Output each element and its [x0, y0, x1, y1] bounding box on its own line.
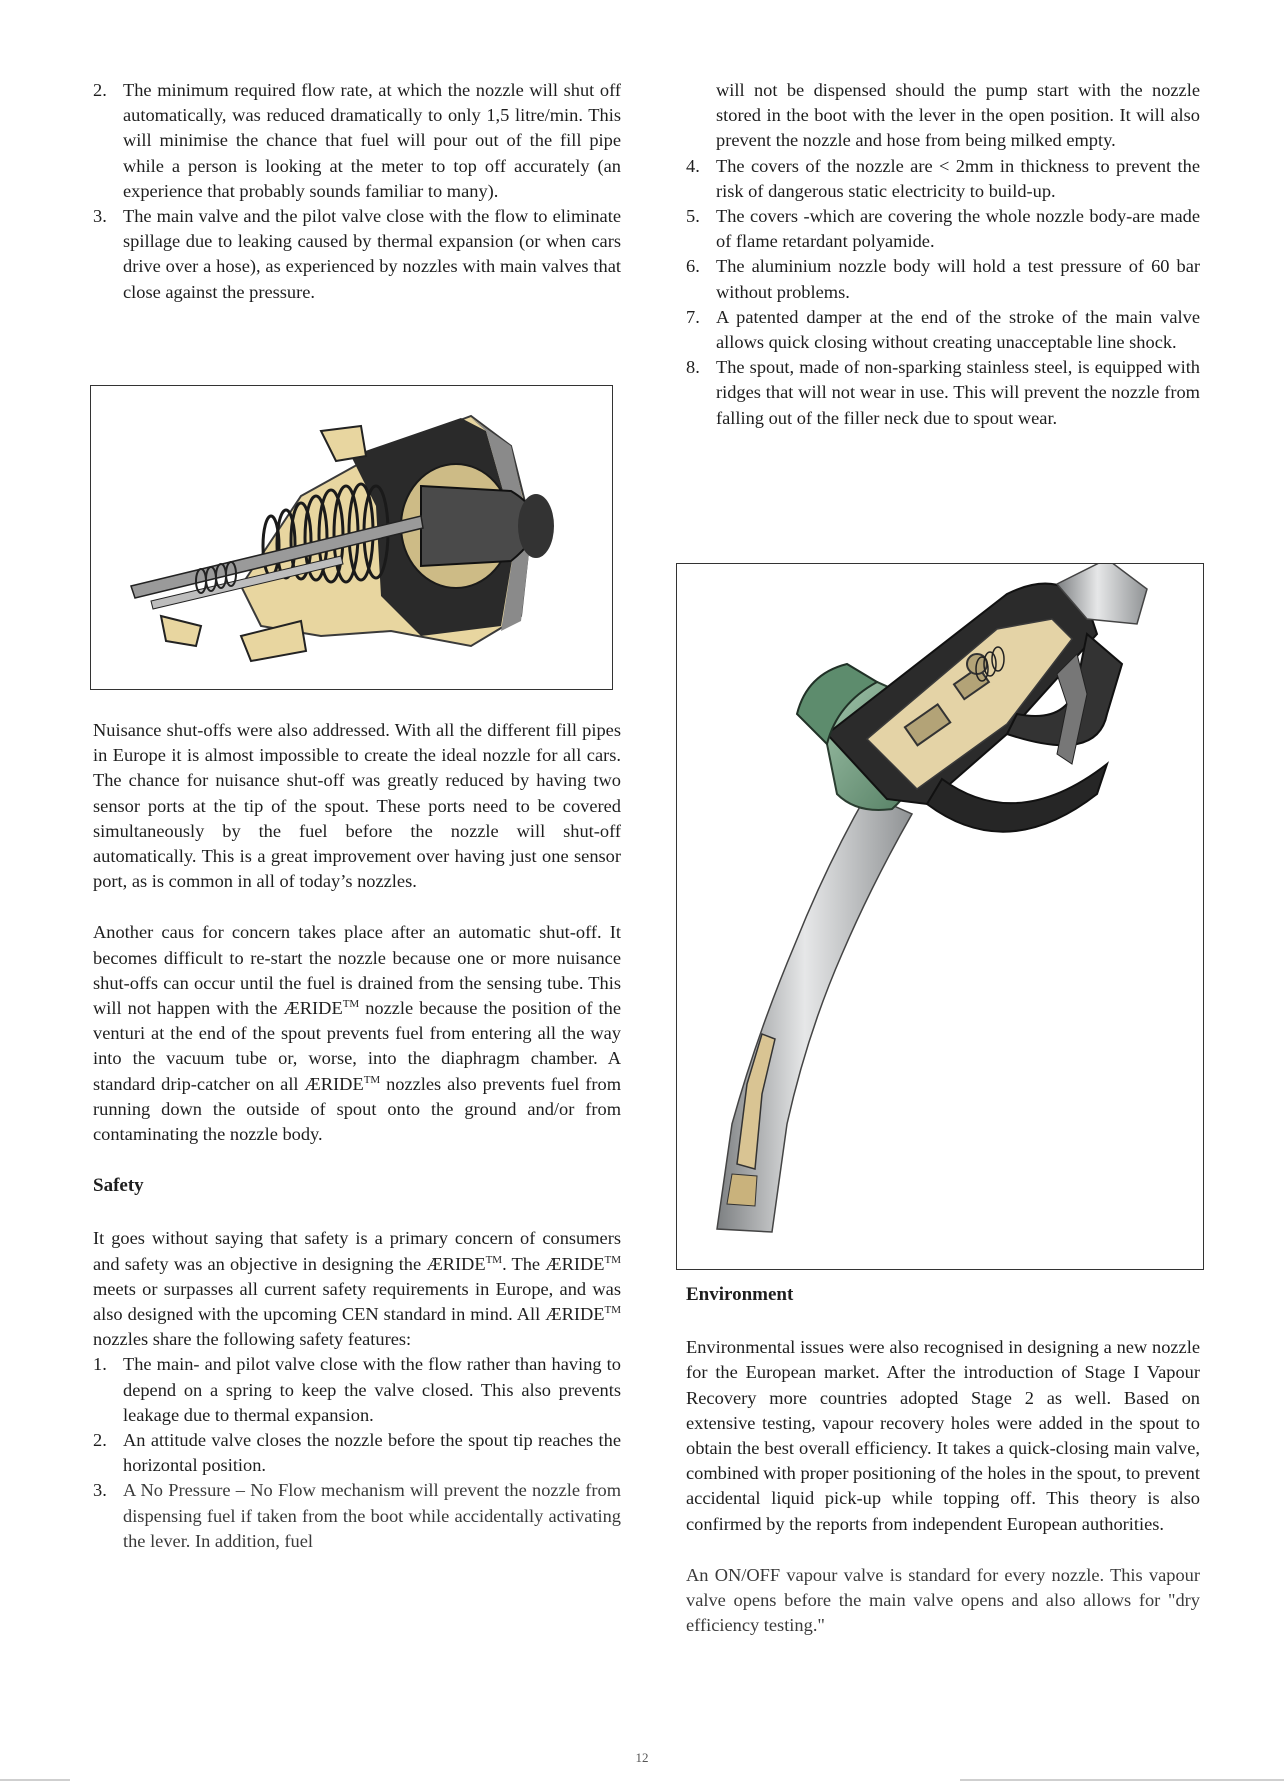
left-column-lower — [93, 718, 621, 1554]
page-number: 12 — [635, 1750, 649, 1765]
safety-feature-list — [93, 1352, 621, 1554]
list-item-text: The covers -which are covering the whole nozzle body-are made of flame retardant polyamide. — [716, 206, 1200, 252]
list-item-text: The main- and pilot valve close with the flow rather than having to depend on a spring to keep the valve closed. This also prevents leakage due to thermal expansion. — [123, 1354, 621, 1425]
feature-list-left — [93, 78, 621, 305]
list-item-text: The aluminium nozzle body will hold a test pressure of 60 bar without problems. — [716, 256, 1200, 302]
list-item-text: The main valve and the pilot valve close with the flow to eliminate spillage due to leaking caused by thermal expansion (or when cars drive over a hose), as experienced by nozzles with main valves that close against the pressure. — [123, 206, 621, 302]
valve-cutaway-figure — [90, 385, 613, 690]
list-item: 2. An attitude valve closes the nozzle before the spout tip reaches the horizontal position. — [93, 1430, 621, 1476]
list-item-text: The minimum required flow rate, at which the nozzle will shut off automatically, was reduced dramatically to only 1,5 litre/min. This will minimise the chance that fuel will pour out of the fill pipe while a person is looking at the meter to top off accurately (an experience that probably sounds familiar to many). — [123, 80, 621, 201]
nozzle-figure — [676, 563, 1204, 1270]
left-column-top — [93, 78, 621, 305]
feature-list-right — [686, 154, 1200, 431]
paragraph-vapour-valve: An ON/OFF vapour valve is standard for every nozzle. This vapour valve opens before the main valve opens and also allows for "dry efficiency testing." — [686, 1564, 1200, 1636]
list-item: 8. The spout, made of non-sparking stainless steel, is equipped with ridges that will not wear in use. This will prevent the nozzle from falling out of the filler neck due to spout wear. — [686, 357, 1200, 428]
paragraph-continuation: will not be dispensed should the pump start with the nozzle stored in the boot with the lever in the open position. It will also prevent the nozzle and hose from being milked empty. — [716, 80, 1200, 151]
list-item-text: A No Pressure – No Flow mechanism will prevent the nozzle from dispensing fuel if taken from the boot while accidentally activating the lever. In addition, fuel — [123, 1480, 621, 1551]
list-item-text: A patented damper at the end of the stroke of the main valve allows quick closing without creating unacceptable line shock. — [716, 306, 1200, 353]
fuel-nozzle-illustration — [677, 564, 1203, 1269]
list-item: 6. The aluminium nozzle body will hold a test pressure of 60 bar without problems. — [686, 256, 1200, 302]
paragraph-nuisance: Nuisance shut-offs were also addressed. With all the different fill pipes in Europe it is almost impossible to create the ideal nozzle for all cars. The chance for nuisance shut-off was greatly reduced by having two sensor ports at the tip of the spout. These ports need to be covered simultaneously by the fuel before the nozzle will shut-off automatically. This is a great improvement over having just one sensor port, as is common in all of today’s nozzles. — [93, 720, 621, 892]
list-item: 1. The main- and pilot valve close with the flow rather than having to depend on a spring to keep the valve closed. This also prevents leakage due to thermal expansion. — [93, 1354, 621, 1425]
list-item-text: The covers of the nozzle are < 2mm in thickness to prevent the risk of dangerous static electricity to build-up. — [716, 155, 1200, 201]
list-item-text: An attitude valve closes the nozzle before the spout tip reaches the horizontal position. — [123, 1430, 621, 1476]
environment-heading: Environment — [686, 1284, 794, 1305]
paragraph-safety: It goes without saying that safety is a primary concern of consumers and safety was an objective in designing the ÆRIDE™. The ÆRIDE™ meets or surpasses all current safety requirements in Europe, and was also designed with the upcoming CEN standard in mind. All ÆRIDE™ nozzles share the following safety features: — [93, 1228, 621, 1350]
list-item: 2. The minimum required flow rate, at which the nozzle will shut off automatically, was reduced dramatically to only 1,5 litre/min. This will minimise the chance that fuel will pour out of the fill pipe while a person is looking at the meter to top off accurately (an experience that probably sounds familiar to many). — [93, 80, 621, 201]
list-item: 7. A patented damper at the end of the stroke of the main valve allows quick closing without creating unacceptable line shock. — [686, 306, 1200, 353]
right-column-lower — [686, 1282, 1200, 1664]
paragraph-restart: Another caus for concern takes place after an automatic shut-off. It becomes difficult to re-start the nozzle because one or more nuisance shut-offs can occur until the fuel is drained from the sensing tube. This will not happen with the ÆRIDE™ nozzle because the position of the venturi at the end of the spout prevents fuel from entering all the way into the vacuum tube or, worse, into the diaphragm chamber. A standard drip-catcher on all ÆRIDE™ nozzles also prevents fuel from running down the outside of spout onto the ground and/or from contaminating the nozzle body. — [93, 922, 621, 1145]
valve-cutaway-illustration — [91, 386, 612, 689]
list-item-text: The spout, made of non-sparking stainless steel, is equipped with ridges that will not wear in use. This will prevent the nozzle from falling out of the filler neck due to spout wear. — [716, 357, 1200, 428]
paragraph-environment: Environmental issues were also recognised in designing a new nozzle for the European market. After the introduction of Stage I Vapour Recovery more countries adopted Stage 2 as well. Based on extensive testing, vapour recovery holes were added in the spout to obtain the best overall efficiency. It takes a quick-closing main valve, combined with proper positioning of the holes in the spout, to prevent accidental liquid pick-up while topping off. This theory is also confirmed by the reports from independent European authorities. — [686, 1337, 1200, 1534]
list-item: 4. The covers of the nozzle are < 2mm in thickness to prevent the risk of dangerous static electricity to build-up. — [686, 155, 1200, 201]
list-item: 3. A No Pressure – No Flow mechanism will prevent the nozzle from dispensing fuel if taken from the boot while accidentally activating the lever. In addition, fuel — [93, 1480, 621, 1551]
list-item: 3. The main valve and the pilot valve close with the flow to eliminate spillage due to leaking caused by thermal expansion (or when cars drive over a hose), as experienced by nozzles with main valves that close against the pressure. — [93, 206, 621, 302]
safety-heading: Safety — [93, 1175, 144, 1197]
right-column-top — [686, 78, 1200, 431]
list-item: 5. The covers -which are covering the whole nozzle body-are made of flame retardant polyamide. — [686, 206, 1200, 252]
